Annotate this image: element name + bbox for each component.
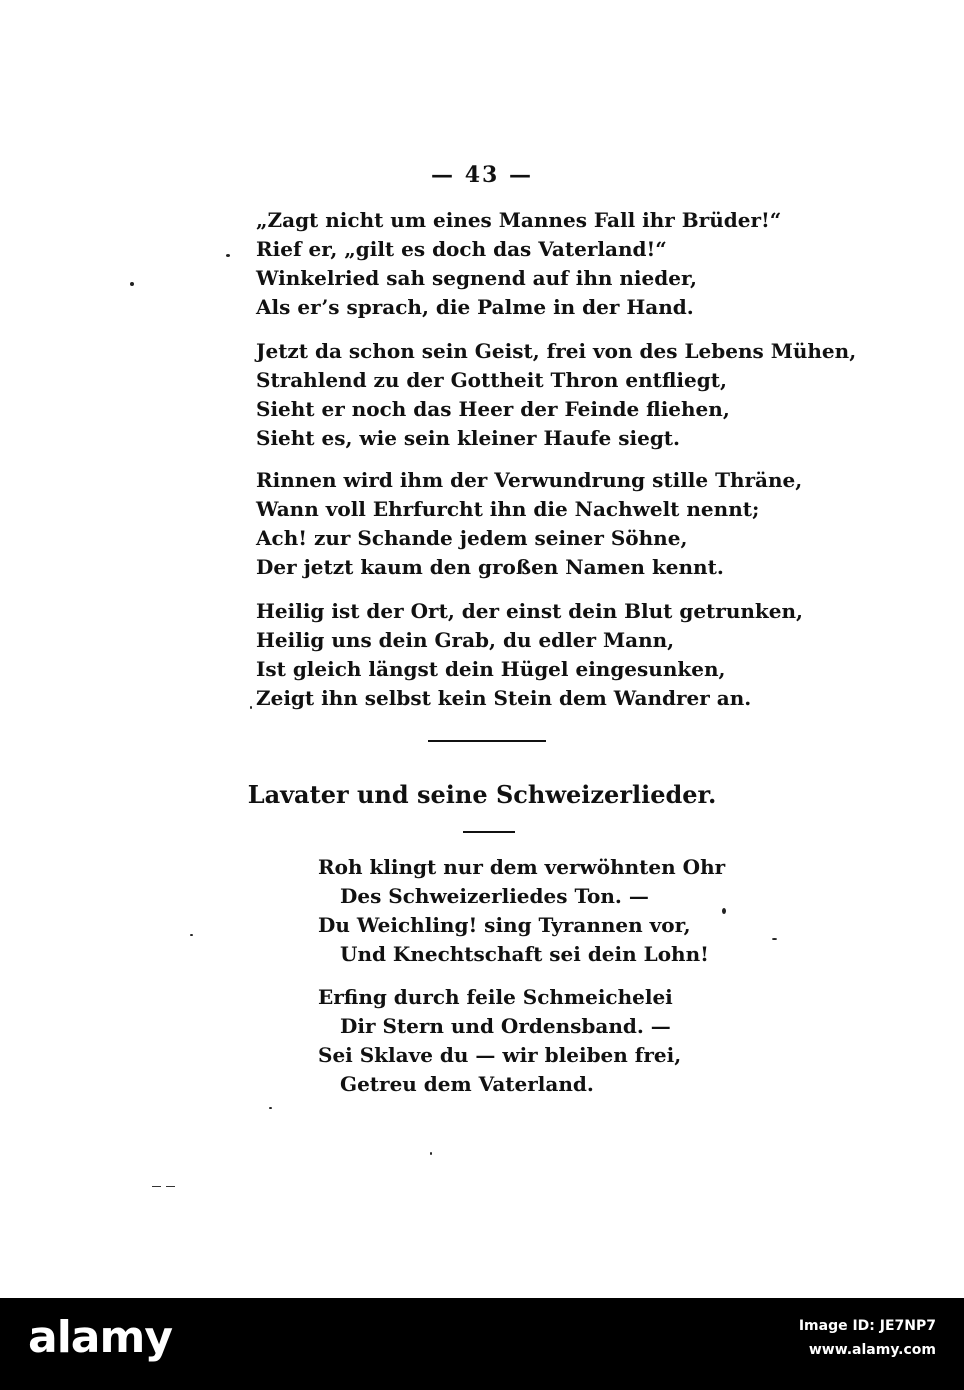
poem1-stanza-1 [256,206,781,322]
watermark-footer [0,1298,964,1390]
title-underline [463,831,515,833]
scan-mark [166,1186,175,1187]
scan-speck [722,908,726,914]
verse-line: Sieht er noch das Heer der Feinde fliehen, [256,397,730,421]
scan-speck [430,1152,432,1155]
verse-line: Jetzt da schon sein Geist, frei von des Lebens Mühen, [256,339,857,363]
scan-speck [772,938,777,940]
poem1-stanza-4 [256,597,803,713]
image-id [799,1314,936,1362]
poem2-stanza-1 [318,853,725,969]
verse-line: Du Weichling! sing Tyrannen vor, [318,913,691,937]
page-number: — 43 — [431,162,533,188]
poem1-stanza-3 [256,466,802,582]
verse-line: Und Knechtschaft sei dein Lohn! [340,942,709,966]
verse-line: Sei Sklave du — wir bleiben frei, [318,1043,682,1067]
verse-line: Rief er, „gilt es doch das Vaterland!“ [256,237,667,261]
verse-line: Rinnen wird ihm der Verwundrung stille Thräne, [256,468,803,492]
scan-speck [250,706,252,709]
poem1-stanza-2 [256,337,856,453]
image-id-text: Image ID: JE7NP7 [798,1318,936,1334]
brand-logo: alamy [28,1312,172,1363]
verse-line: „Zagt nicht um eines Mannes Fall ihr Brüder!“ [256,208,782,232]
poem2-stanza-2 [318,983,681,1099]
verse-line: Strahlend zu der Gottheit Thron entfliegt, [256,368,727,392]
section-divider [428,740,546,742]
verse-line: Ist gleich längst dein Hügel eingesunken, [256,657,726,681]
scan-mark [152,1186,161,1187]
scan-speck [226,254,230,257]
verse-line: Heilig ist der Ort, der einst dein Blut getrunken, [256,599,803,623]
verse-line: Ach! zur Schande jedem seiner Söhne, [256,526,688,550]
verse-line: Roh klingt nur dem verwöhnten Ohr [318,855,726,879]
verse-line: Dir Stern und Ordensband. — [340,1014,671,1038]
scan-speck [269,1107,272,1109]
verse-line: Sieht es, wie sein kleiner Haufe siegt. [256,426,681,450]
verse-line: Zeigt ihn selbst kein Stein dem Wandrer an. [256,686,752,710]
scan-speck [130,282,134,286]
site-url: www.alamy.com [808,1342,936,1358]
verse-line: Wann voll Ehrfurcht ihn die Nachwelt nennt; [256,497,760,521]
verse-line: Als er’s sprach, die Palme in der Hand. [256,295,694,319]
verse-line: Des Schweizerliedes Ton. — [340,884,649,908]
verse-line: Erfing durch feile Schmeichelei [318,985,673,1009]
verse-line: Winkelried sah segnend auf ihn nieder, [256,266,698,290]
poem-title: Lavater und seine Schweizerlieder. [247,780,717,809]
verse-line: Heilig uns dein Grab, du edler Mann, [256,628,675,652]
scan-speck [190,934,193,936]
verse-line: Der jetzt kaum den großen Namen kennt. [256,555,724,579]
verse-line: Getreu dem Vaterland. [340,1072,594,1096]
